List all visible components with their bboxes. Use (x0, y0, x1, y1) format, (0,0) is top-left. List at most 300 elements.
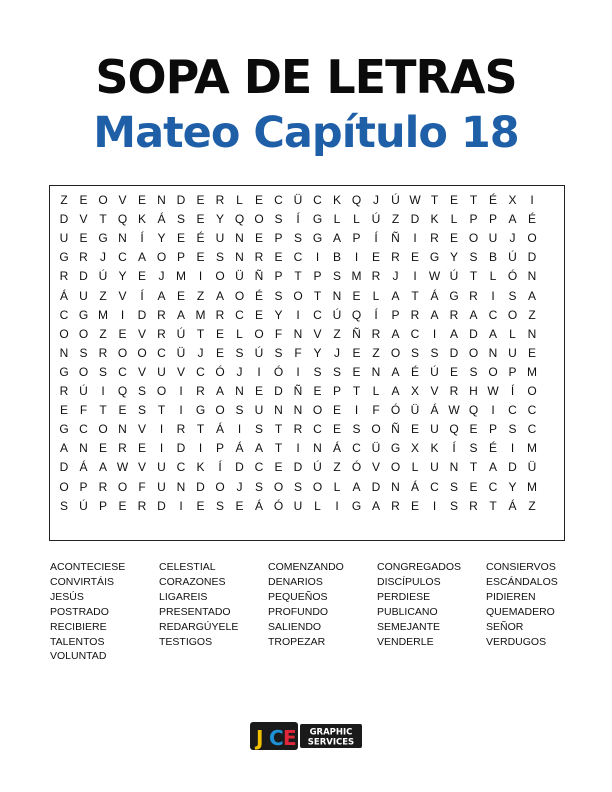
grid-letter[interactable]: N (235, 384, 244, 398)
grid-letter[interactable]: A (391, 288, 400, 303)
grid-letter[interactable]: S (79, 345, 88, 360)
grid-letter[interactable]: U (488, 231, 498, 246)
grid-letter[interactable]: Í (140, 288, 144, 303)
grid-letter[interactable]: E (176, 288, 185, 303)
grid-letter[interactable]: E (254, 307, 263, 322)
grid-letter[interactable]: Ó (215, 364, 225, 379)
grid-letter[interactable]: G (390, 441, 401, 456)
grid-letter[interactable]: Y (118, 269, 127, 284)
grid-letter[interactable]: V (79, 212, 88, 227)
grid-letter[interactable]: T (469, 193, 478, 207)
grid-letter[interactable]: M (195, 307, 206, 322)
grid-letter[interactable]: Í (374, 231, 378, 246)
grid-letter[interactable]: C (157, 345, 166, 360)
grid-letter[interactable]: Y (157, 231, 166, 246)
grid-letter[interactable]: Ü (235, 269, 244, 284)
grid-letter[interactable]: T (469, 269, 478, 284)
grid-letter[interactable]: N (59, 345, 69, 360)
grid-letter[interactable]: L (489, 269, 497, 284)
grid-letter[interactable]: E (215, 345, 224, 360)
grid-letter[interactable]: Ú (176, 326, 186, 341)
grid-letter[interactable]: L (333, 212, 341, 227)
grid-letter[interactable]: T (196, 326, 205, 341)
grid-letter[interactable]: W (487, 384, 499, 398)
grid-letter[interactable]: C (352, 441, 361, 456)
grid-letter[interactable]: É (254, 288, 263, 303)
grid-letter[interactable]: I (296, 364, 300, 379)
grid-letter[interactable]: O (215, 479, 225, 494)
grid-letter[interactable]: N (118, 231, 127, 246)
grid-letter[interactable]: S (274, 288, 283, 303)
grid-letter[interactable]: U (430, 460, 439, 475)
grid-letter[interactable]: E (118, 326, 127, 341)
grid-letter[interactable]: C (79, 422, 88, 437)
grid-letter[interactable]: E (137, 269, 146, 284)
grid-letter[interactable]: S (98, 364, 107, 379)
grid-letter[interactable]: Á (430, 288, 439, 303)
grid-letter[interactable]: A (508, 212, 517, 227)
grid-letter[interactable]: E (79, 193, 88, 207)
grid-letter[interactable]: Ú (391, 193, 400, 207)
grid-letter[interactable]: K (430, 441, 439, 456)
grid-letter[interactable]: E (313, 384, 322, 398)
grid-letter[interactable]: R (371, 326, 381, 341)
grid-letter[interactable]: M (527, 479, 537, 494)
grid-letter[interactable]: O (156, 250, 167, 265)
grid-letter[interactable]: I (159, 422, 164, 437)
grid-letter[interactable]: S (235, 403, 244, 418)
grid-letter[interactable]: C (235, 307, 244, 322)
grid-letter[interactable]: R (391, 250, 400, 265)
grid-letter[interactable]: J (197, 345, 204, 360)
grid-letter[interactable]: C (254, 460, 264, 475)
grid-letter[interactable]: T (430, 193, 439, 207)
grid-letter[interactable]: P (176, 250, 185, 265)
grid-letter[interactable]: U (157, 479, 166, 494)
grid-letter[interactable]: E (254, 231, 263, 246)
grid-letter[interactable]: O (507, 307, 518, 322)
grid-letter[interactable]: Z (333, 460, 341, 475)
grid-letter[interactable]: T (196, 422, 205, 437)
grid-letter[interactable]: E (332, 422, 341, 437)
grid-letter[interactable]: K (137, 212, 146, 227)
grid-letter[interactable]: E (352, 345, 361, 360)
grid-letter[interactable]: E (254, 193, 263, 207)
grid-letter[interactable]: C (508, 403, 517, 418)
grid-letter[interactable]: R (449, 307, 459, 322)
grid-letter[interactable]: Z (391, 212, 400, 227)
grid-letter[interactable]: J (373, 193, 379, 207)
grid-letter[interactable]: O (215, 269, 225, 284)
grid-letter[interactable]: A (215, 288, 224, 303)
grid-letter[interactable]: C (313, 307, 322, 322)
grid-letter[interactable]: E (469, 422, 478, 437)
grid-letter[interactable]: Q (117, 384, 128, 398)
grid-letter[interactable]: N (449, 460, 459, 475)
grid-letter[interactable]: L (236, 193, 243, 207)
grid-letter[interactable]: O (468, 345, 479, 360)
grid-letter[interactable]: Q (351, 193, 362, 207)
grid-letter[interactable]: O (273, 479, 284, 494)
grid-letter[interactable]: Z (528, 307, 536, 322)
grid-letter[interactable]: S (508, 288, 517, 303)
grid-letter[interactable]: P (469, 212, 478, 227)
grid-letter[interactable]: É (410, 364, 419, 379)
grid-letter[interactable]: É (527, 212, 536, 227)
grid-letter[interactable]: A (391, 384, 400, 398)
grid-letter[interactable]: T (469, 460, 478, 475)
grid-letter[interactable]: Q (351, 307, 362, 322)
grid-letter[interactable]: R (59, 384, 69, 398)
grid-letter[interactable]: Í (218, 460, 222, 475)
grid-letter[interactable]: Ú (508, 250, 517, 265)
grid-letter[interactable]: T (294, 269, 302, 284)
grid-letter[interactable]: Ú (430, 364, 439, 379)
grid-letter[interactable]: D (137, 307, 147, 322)
grid-letter[interactable]: E (410, 422, 419, 437)
grid-letter[interactable]: R (196, 384, 205, 398)
grid-letter[interactable]: R (449, 384, 459, 398)
grid-letter[interactable]: S (137, 384, 146, 398)
grid-letter[interactable]: S (274, 345, 283, 360)
grid-letter[interactable]: C (118, 364, 127, 379)
grid-letter[interactable]: E (118, 498, 127, 513)
grid-letter[interactable]: S (313, 364, 322, 379)
grid-letter[interactable]: E (79, 231, 88, 246)
grid-letter[interactable]: J (236, 364, 243, 379)
grid-letter[interactable]: I (101, 384, 105, 398)
grid-letter[interactable]: Í (374, 307, 378, 322)
grid-letter[interactable]: A (215, 384, 224, 398)
grid-letter[interactable]: I (257, 364, 261, 379)
grid-letter[interactable]: E (196, 498, 205, 513)
grid-letter[interactable]: G (59, 250, 69, 265)
grid-letter[interactable]: I (296, 307, 300, 322)
grid-letter[interactable]: D (59, 460, 69, 475)
grid-letter[interactable]: F (79, 403, 88, 418)
grid-letter[interactable]: I (198, 441, 203, 456)
grid-letter[interactable]: I (198, 269, 203, 284)
grid-letter[interactable]: E (137, 441, 146, 456)
grid-letter[interactable]: S (235, 345, 244, 360)
grid-letter[interactable]: N (176, 479, 186, 494)
grid-letter[interactable]: P (488, 212, 497, 227)
grid-letter[interactable]: I (120, 307, 125, 322)
grid-letter[interactable]: N (235, 250, 244, 265)
grid-letter[interactable]: J (334, 345, 340, 360)
grid-letter[interactable]: S (137, 403, 146, 418)
grid-letter[interactable]: O (527, 231, 537, 246)
grid-letter[interactable]: N (332, 288, 342, 303)
grid-letter[interactable]: R (118, 441, 127, 456)
grid-letter[interactable]: Ú (254, 345, 264, 360)
grid-letter[interactable]: S (332, 269, 341, 284)
grid-letter[interactable]: Ñ (293, 384, 303, 398)
grid-letter[interactable]: Ó (273, 364, 284, 379)
grid-letter[interactable]: O (137, 345, 147, 360)
grid-letter[interactable]: Í (452, 441, 456, 456)
grid-letter[interactable]: R (469, 288, 478, 303)
grid-letter[interactable]: P (332, 384, 341, 398)
grid-letter[interactable]: N (488, 345, 498, 360)
grid-letter[interactable]: I (179, 403, 183, 418)
grid-letter[interactable]: D (59, 212, 69, 227)
grid-letter[interactable]: U (215, 231, 225, 246)
grid-letter[interactable]: C (410, 326, 420, 341)
grid-letter[interactable]: D (274, 384, 283, 398)
grid-letter[interactable]: A (371, 498, 380, 513)
grid-letter[interactable]: Y (313, 345, 322, 360)
grid-letter[interactable]: O (390, 460, 401, 475)
grid-letter[interactable]: A (98, 460, 107, 475)
grid-letter[interactable]: B (332, 250, 341, 265)
grid-letter[interactable]: O (293, 288, 303, 303)
grid-letter[interactable]: Q (468, 403, 479, 418)
grid-letter[interactable]: T (352, 384, 361, 398)
grid-letter[interactable]: S (469, 250, 478, 265)
grid-letter[interactable]: R (137, 498, 147, 513)
grid-letter[interactable]: C (527, 422, 537, 437)
grid-letter[interactable]: E (352, 288, 361, 303)
grid-letter[interactable]: G (59, 422, 69, 437)
grid-letter[interactable]: Ú (98, 269, 108, 284)
grid-letter[interactable]: G (195, 403, 206, 418)
grid-letter[interactable]: R (157, 326, 166, 341)
grid-letter[interactable]: V (371, 460, 380, 475)
grid-letter[interactable]: H (469, 384, 478, 398)
grid-letter[interactable]: Ñ (391, 231, 400, 246)
grid-letter[interactable]: R (215, 307, 225, 322)
grid-letter[interactable]: I (237, 422, 242, 437)
grid-letter[interactable]: Á (157, 212, 166, 227)
grid-letter[interactable]: O (390, 345, 401, 360)
grid-letter[interactable]: K (430, 212, 439, 227)
grid-letter[interactable]: D (527, 250, 537, 265)
grid-letter[interactable]: N (371, 364, 381, 379)
grid-letter[interactable]: Z (99, 326, 107, 341)
grid-letter[interactable]: D (196, 479, 205, 494)
grid-letter[interactable]: S (332, 364, 341, 379)
grid-letter[interactable]: O (215, 403, 225, 418)
grid-letter[interactable]: N (313, 441, 322, 456)
grid-letter[interactable]: D (293, 460, 303, 475)
grid-letter[interactable]: S (352, 422, 361, 437)
grid-letter[interactable]: G (449, 288, 459, 303)
grid-letter[interactable]: I (510, 441, 515, 456)
grid-letter[interactable]: S (274, 212, 283, 227)
grid-letter[interactable]: A (254, 441, 263, 456)
grid-letter[interactable]: G (98, 231, 108, 246)
grid-letter[interactable]: S (254, 479, 263, 494)
grid-letter[interactable]: G (429, 250, 440, 265)
grid-letter[interactable]: I (413, 231, 417, 246)
grid-letter[interactable]: E (352, 364, 361, 379)
grid-letter[interactable]: I (315, 250, 320, 265)
grid-letter[interactable]: Y (215, 212, 224, 227)
grid-letter[interactable]: É (488, 441, 497, 456)
grid-letter[interactable]: Z (99, 288, 107, 303)
grid-letter[interactable]: N (293, 403, 303, 418)
grid-letter[interactable]: T (411, 288, 419, 303)
grid-letter[interactable]: U (59, 231, 69, 246)
grid-letter[interactable]: A (157, 288, 166, 303)
grid-letter[interactable]: M (527, 364, 537, 379)
grid-letter[interactable]: R (98, 345, 108, 360)
grid-letter[interactable]: Á (410, 479, 419, 494)
grid-letter[interactable]: Ü (410, 403, 420, 418)
grid-letter[interactable]: C (313, 193, 322, 207)
grid-letter[interactable]: D (157, 498, 166, 513)
grid-letter[interactable]: D (235, 460, 244, 475)
grid-letter[interactable]: E (196, 250, 205, 265)
grid-letter[interactable]: F (274, 326, 283, 341)
grid-letter[interactable]: U (508, 345, 517, 360)
grid-letter[interactable]: P (79, 479, 88, 494)
grid-letter[interactable]: E (118, 403, 127, 418)
grid-letter[interactable]: R (254, 250, 264, 265)
grid-letter[interactable]: E (137, 193, 146, 207)
grid-letter[interactable]: S (293, 231, 302, 246)
grid-letter[interactable]: P (352, 231, 361, 246)
grid-letter[interactable]: O (78, 326, 89, 341)
grid-letter[interactable]: R (176, 422, 186, 437)
grid-letter[interactable]: M (527, 441, 537, 456)
grid-letter[interactable]: C (196, 364, 205, 379)
grid-letter[interactable]: G (312, 231, 323, 246)
grid-letter[interactable]: C (274, 193, 283, 207)
grid-letter[interactable]: Á (235, 441, 244, 456)
grid-letter[interactable]: E (215, 326, 224, 341)
grid-letter[interactable]: F (294, 345, 302, 360)
grid-letter[interactable]: P (274, 231, 283, 246)
grid-letter[interactable]: C (488, 479, 498, 494)
grid-letter[interactable]: D (79, 269, 88, 284)
grid-letter[interactable]: R (79, 250, 88, 265)
grid-letter[interactable]: A (59, 441, 68, 456)
grid-letter[interactable]: J (100, 250, 106, 265)
grid-letter[interactable]: C (488, 307, 498, 322)
grid-letter[interactable]: E (410, 498, 419, 513)
grid-letter[interactable]: F (372, 403, 380, 418)
grid-letter[interactable]: J (158, 269, 165, 284)
grid-letter[interactable]: O (59, 479, 69, 494)
grid-letter[interactable]: T (489, 498, 497, 513)
grid-letter[interactable]: R (430, 231, 439, 246)
grid-letter[interactable]: Á (508, 498, 517, 513)
grid-letter[interactable]: R (469, 498, 478, 513)
grid-letter[interactable]: L (353, 212, 360, 227)
grid-letter[interactable]: Á (79, 460, 88, 475)
grid-letter[interactable]: E (332, 403, 341, 418)
grid-letter[interactable]: Q (449, 422, 459, 437)
grid-letter[interactable]: T (274, 422, 283, 437)
grid-letter[interactable]: O (312, 479, 323, 494)
grid-letter[interactable]: O (78, 364, 89, 379)
grid-letter[interactable]: Á (215, 422, 224, 437)
grid-letter[interactable]: O (59, 326, 69, 341)
grid-letter[interactable]: E (527, 345, 536, 360)
grid-letter[interactable]: Ü (293, 193, 303, 207)
grid-letter[interactable]: U (293, 498, 303, 513)
grid-letter[interactable]: N (118, 422, 127, 437)
grid-letter[interactable]: A (469, 307, 478, 322)
grid-letter[interactable]: Ó (351, 460, 362, 475)
grid-letter[interactable]: N (157, 193, 166, 207)
grid-letter[interactable]: I (491, 403, 495, 418)
grid-letter[interactable]: R (98, 479, 108, 494)
grid-letter[interactable]: O (488, 364, 498, 379)
grid-letter[interactable]: É (196, 231, 205, 246)
grid-letter[interactable]: Ó (390, 403, 401, 418)
grid-letter[interactable]: E (98, 441, 107, 456)
grid-letter[interactable]: V (137, 364, 146, 379)
grid-letter[interactable]: G (59, 364, 69, 379)
grid-letter[interactable]: I (335, 498, 339, 513)
grid-letter[interactable]: S (293, 479, 302, 494)
grid-letter[interactable]: R (157, 307, 166, 322)
grid-letter[interactable]: F (138, 479, 146, 494)
grid-letter[interactable]: U (430, 422, 439, 437)
grid-letter[interactable]: D (176, 193, 186, 207)
grid-letter[interactable]: O (98, 193, 108, 207)
grid-letter[interactable]: Z (528, 498, 536, 513)
grid-letter[interactable]: R (410, 307, 420, 322)
grid-letter[interactable]: Ñ (391, 422, 400, 437)
grid-letter[interactable]: D (410, 212, 420, 227)
grid-letter[interactable]: A (352, 479, 361, 494)
grid-letter[interactable]: L (450, 212, 458, 227)
grid-letter[interactable]: D (449, 345, 459, 360)
grid-letter[interactable]: O (156, 384, 167, 398)
grid-letter[interactable]: A (137, 250, 146, 265)
grid-letter[interactable]: E (449, 193, 458, 207)
grid-letter[interactable]: Í (510, 384, 515, 398)
grid-letter[interactable]: L (372, 288, 380, 303)
grid-letter[interactable]: Á (332, 441, 341, 456)
grid-letter[interactable]: U (79, 288, 88, 303)
grid-letter[interactable]: R (371, 269, 381, 284)
grid-letter[interactable]: R (215, 193, 225, 207)
grid-letter[interactable]: V (118, 288, 127, 303)
grid-letter[interactable]: G (78, 307, 89, 322)
grid-letter[interactable]: Ú (79, 498, 88, 513)
grid-letter[interactable]: T (157, 403, 166, 418)
grid-letter[interactable]: M (176, 269, 186, 284)
grid-letter[interactable]: Ñ (254, 269, 264, 284)
grid-letter[interactable]: Ü (371, 441, 381, 456)
grid-letter[interactable]: T (274, 441, 283, 456)
grid-letter[interactable]: I (354, 403, 359, 418)
grid-letter[interactable]: V (118, 193, 127, 207)
grid-letter[interactable]: S (508, 422, 517, 437)
grid-letter[interactable]: U (157, 460, 166, 475)
grid-letter[interactable]: E (410, 250, 419, 265)
grid-letter[interactable]: I (432, 498, 437, 513)
grid-letter[interactable]: X (410, 384, 419, 398)
grid-letter[interactable]: A (332, 231, 341, 246)
grid-letter[interactable]: S (215, 498, 224, 513)
grid-letter[interactable]: I (179, 498, 183, 513)
letter-grid[interactable] (49, 185, 565, 541)
grid-letter[interactable]: C (293, 250, 303, 265)
grid-letter[interactable]: K (332, 193, 341, 207)
grid-letter[interactable]: X (410, 441, 419, 456)
grid-letter[interactable]: N (391, 479, 400, 494)
grid-letter[interactable]: Q (117, 212, 128, 227)
grid-letter[interactable]: L (411, 460, 419, 475)
grid-letter[interactable]: S (449, 498, 458, 513)
grid-letter[interactable]: A (527, 288, 536, 303)
